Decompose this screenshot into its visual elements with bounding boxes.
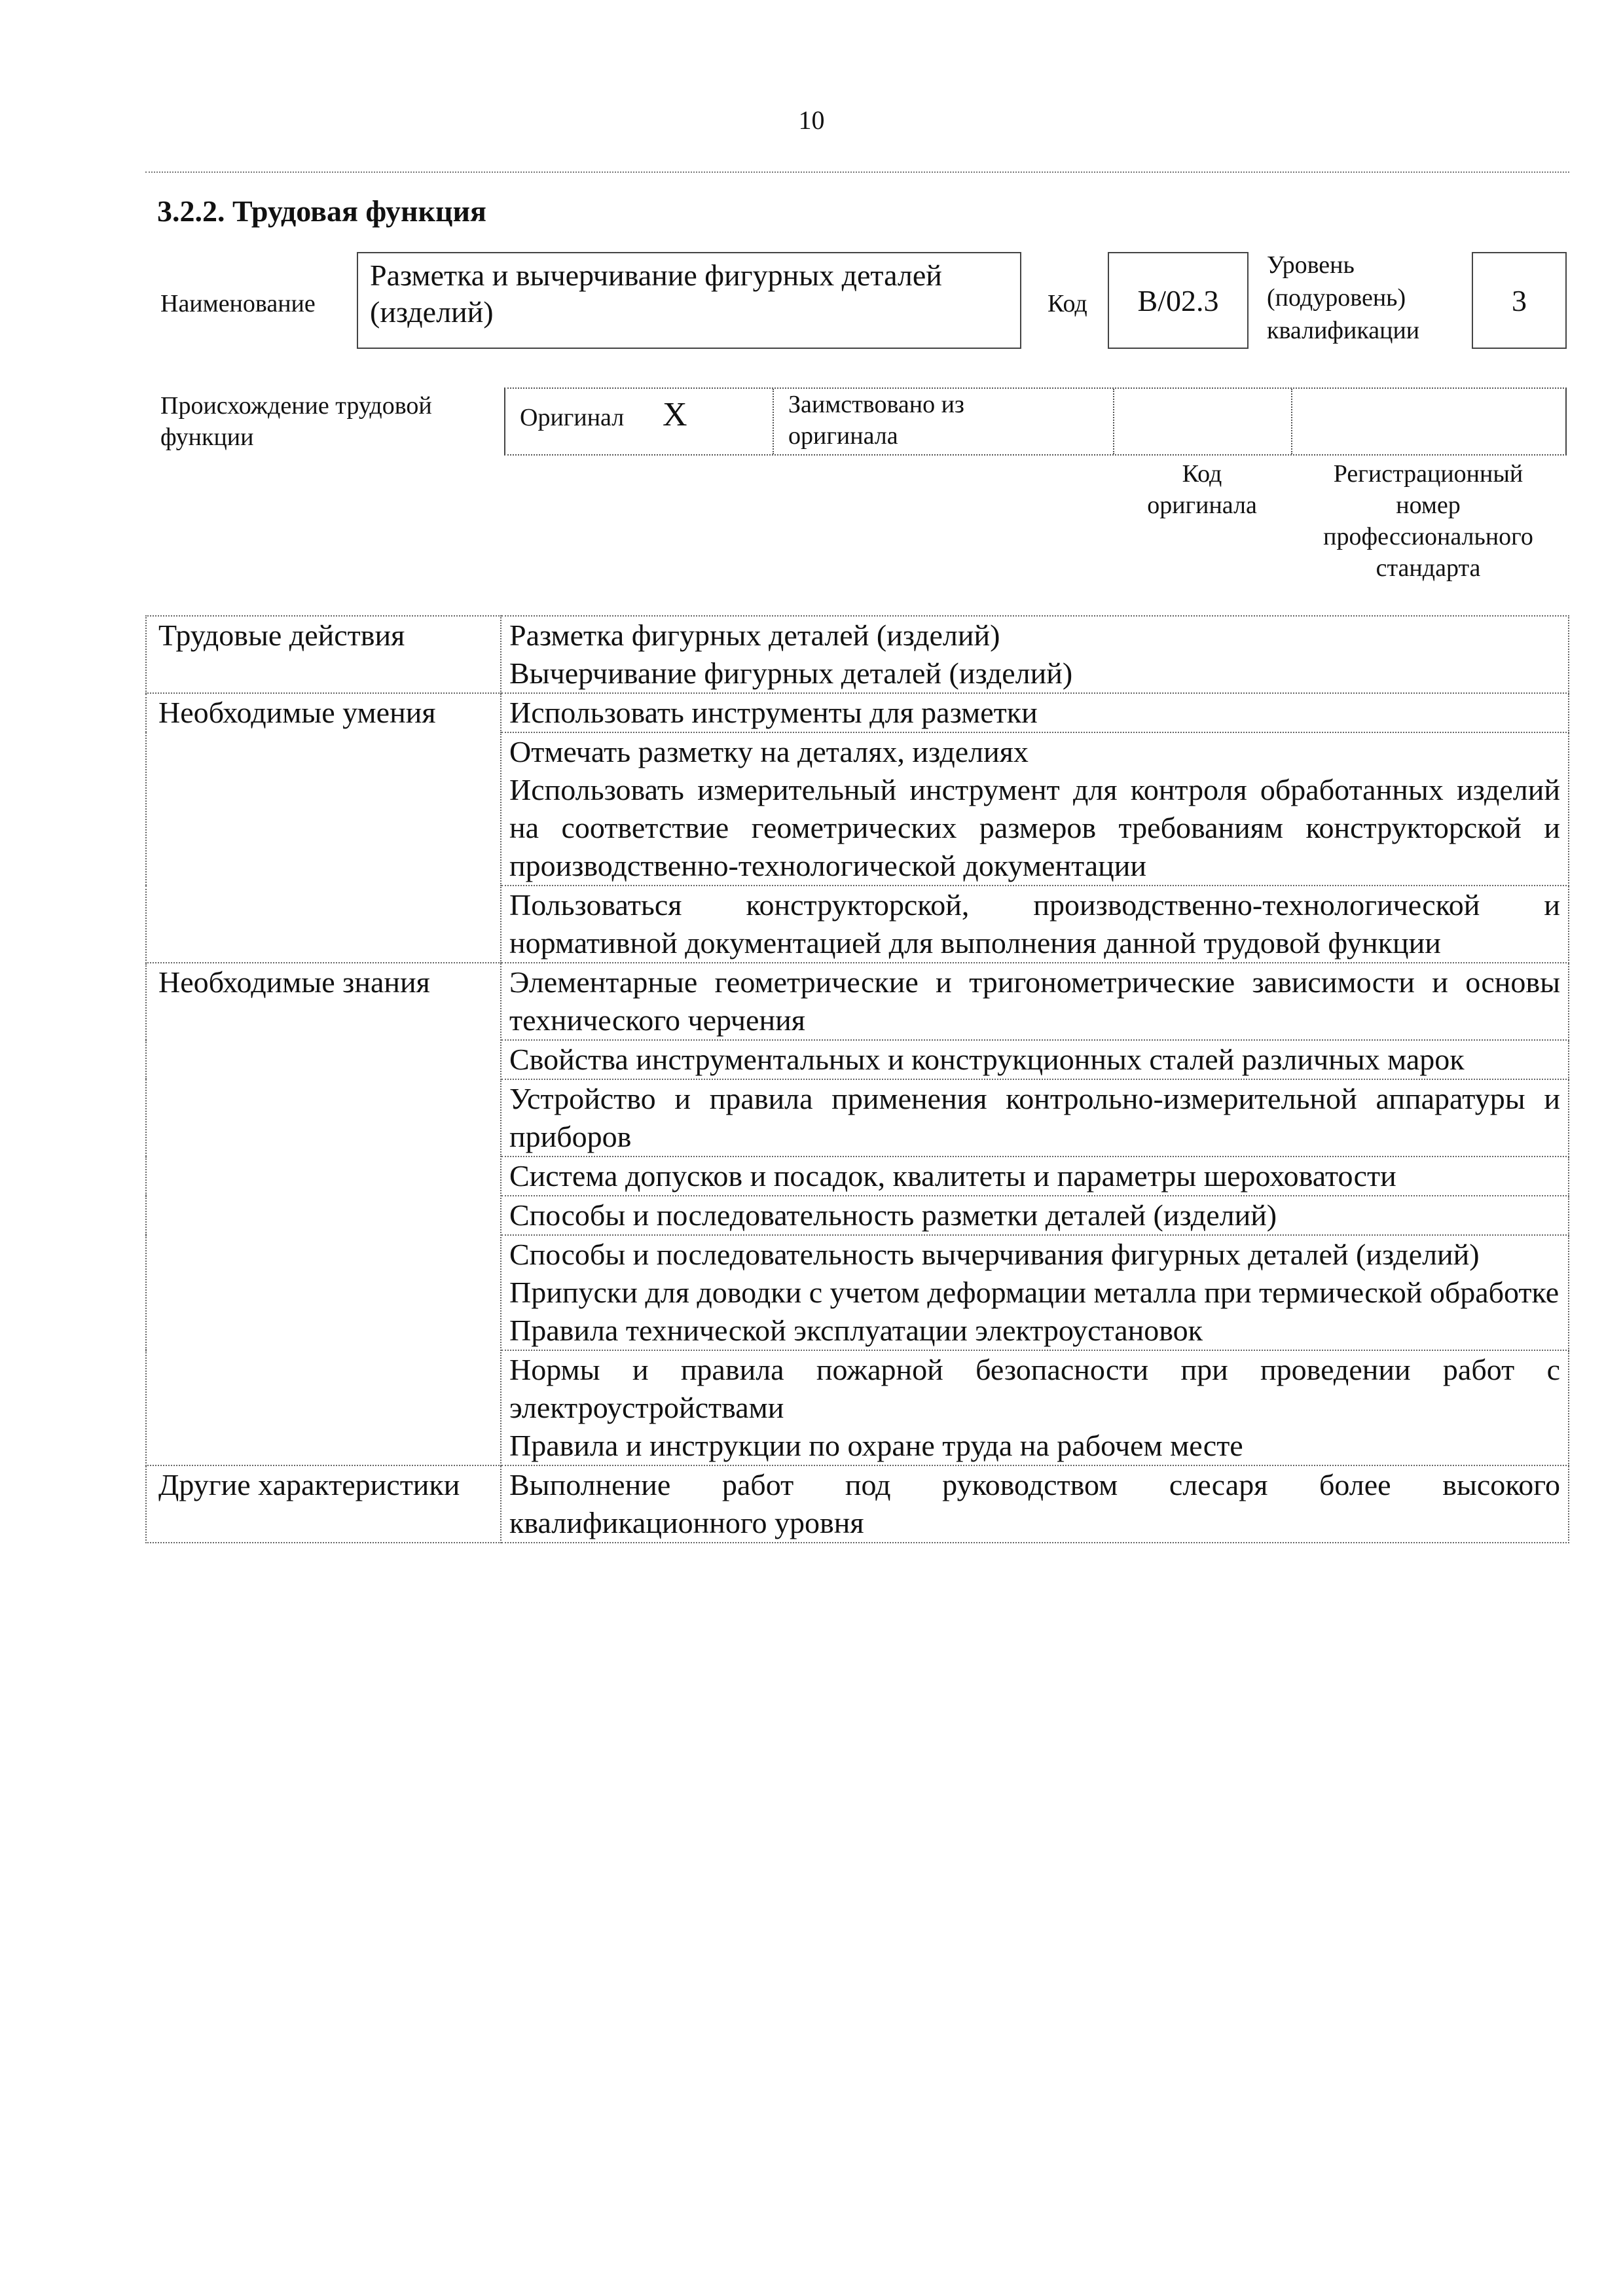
table-cell: Выполнение работ под руководством слесаря более высокого квалификационного уровня: [501, 1465, 1569, 1543]
function-details-table: [145, 615, 1569, 1543]
list-item: Использовать измерительный инструмент для контроля обработанных изделий на соответствие геометрических размеров требованиям конструкторской и производственно-технологической документации: [509, 773, 1560, 882]
original-code-caption: [1113, 458, 1291, 521]
row-label-required-skills: Необходимые умения: [146, 693, 501, 963]
table-cell: Способы и последовательность разметки деталей (изделий): [501, 1196, 1569, 1235]
list-item: Отмечать разметку на деталях, изделиях: [509, 735, 1029, 768]
table-cell: [501, 1235, 1569, 1350]
list-item: Разметка фигурных деталей (изделий): [509, 619, 1000, 652]
borrowed-label-line-2: оригинала: [788, 422, 898, 450]
header-divider: [145, 171, 1569, 173]
list-item: Вычерчивание фигурных деталей (изделий): [509, 656, 1073, 690]
origin-label-line-2: функции: [160, 423, 254, 451]
origin-row: [504, 387, 1567, 456]
table-row: [146, 1465, 1569, 1543]
list-item: Нормы и правила пожарной безопасности при проведении работ с электроустройствами: [509, 1353, 1560, 1424]
level-label: [1267, 249, 1419, 347]
borrowed-label-line-1: Заимствовано из: [788, 391, 964, 418]
list-item: Припуски для доводки с учетом деформации металла при термической обработке: [509, 1276, 1559, 1309]
registration-caption-line-4: стандарта: [1376, 554, 1481, 582]
origin-label-line-1: Происхождение трудовой: [160, 392, 432, 420]
level-label-line-1: Уровень: [1267, 251, 1355, 279]
table-cell: Пользоваться конструкторской, производственно-технологической и нормативной документацией для выполнения данной трудовой функции: [501, 886, 1569, 963]
original-code-caption-line-2: оригинала: [1147, 492, 1257, 519]
original-cell: [505, 389, 774, 454]
name-label: Наименование: [160, 290, 316, 317]
registration-number-caption: [1291, 458, 1565, 584]
table-cell: [501, 1350, 1569, 1465]
level-box: 3: [1472, 252, 1567, 349]
table-cell: [501, 732, 1569, 886]
origin-label: [160, 390, 432, 453]
list-item: Способы и последовательность вычерчивания фигурных деталей (изделий): [509, 1238, 1480, 1271]
table-row: [146, 693, 1569, 732]
table-row: [146, 963, 1569, 1040]
borrowed-cell: [774, 389, 1114, 454]
section-title: 3.2.2. Трудовая функция: [157, 194, 486, 228]
table-cell: Элементарные геометрические и тригонометрические зависимости и основы технического черчения: [501, 963, 1569, 1040]
table-cell: Свойства инструментальных и конструкционных сталей различных марок: [501, 1040, 1569, 1079]
list-item: Правила и инструкции по охране труда на рабочем месте: [509, 1429, 1243, 1462]
table-cell: [501, 616, 1569, 693]
row-label-labor-actions: Трудовые действия: [146, 616, 501, 693]
page-number: 10: [798, 105, 825, 135]
registration-caption-line-3: профессионального: [1323, 523, 1533, 550]
level-label-line-2: (подуровень): [1267, 284, 1406, 312]
registration-caption-line-2: номер: [1396, 492, 1461, 519]
function-name-box: Разметка и вычерчивание фигурных деталей (изделий): [357, 252, 1021, 349]
registration-number-cell: [1292, 389, 1567, 454]
original-code-caption-line-1: Код: [1182, 460, 1222, 488]
row-label-required-knowledge: Необходимые знания: [146, 963, 501, 1465]
code-box: B/02.3: [1108, 252, 1249, 349]
original-code-cell: [1114, 389, 1292, 454]
table-cell: Использовать инструменты для разметки: [501, 693, 1569, 732]
list-item: Правила технической эксплуатации электроустановок: [509, 1314, 1203, 1347]
table-cell: Устройство и правила применения контрольно-измерительной аппаратуры и приборов: [501, 1079, 1569, 1157]
original-mark: X: [663, 396, 687, 433]
code-label: Код: [1048, 290, 1087, 317]
borrowed-label: [788, 389, 964, 452]
table-cell: Система допусков и посадок, квалитеты и параметры шероховатости: [501, 1157, 1569, 1196]
row-label-other-characteristics: Другие характеристики: [146, 1465, 501, 1543]
table-row: [146, 616, 1569, 693]
original-label: Оригинал: [520, 404, 625, 431]
level-label-line-3: квалификации: [1267, 317, 1420, 344]
registration-caption-line-1: Регистрационный: [1333, 460, 1523, 488]
